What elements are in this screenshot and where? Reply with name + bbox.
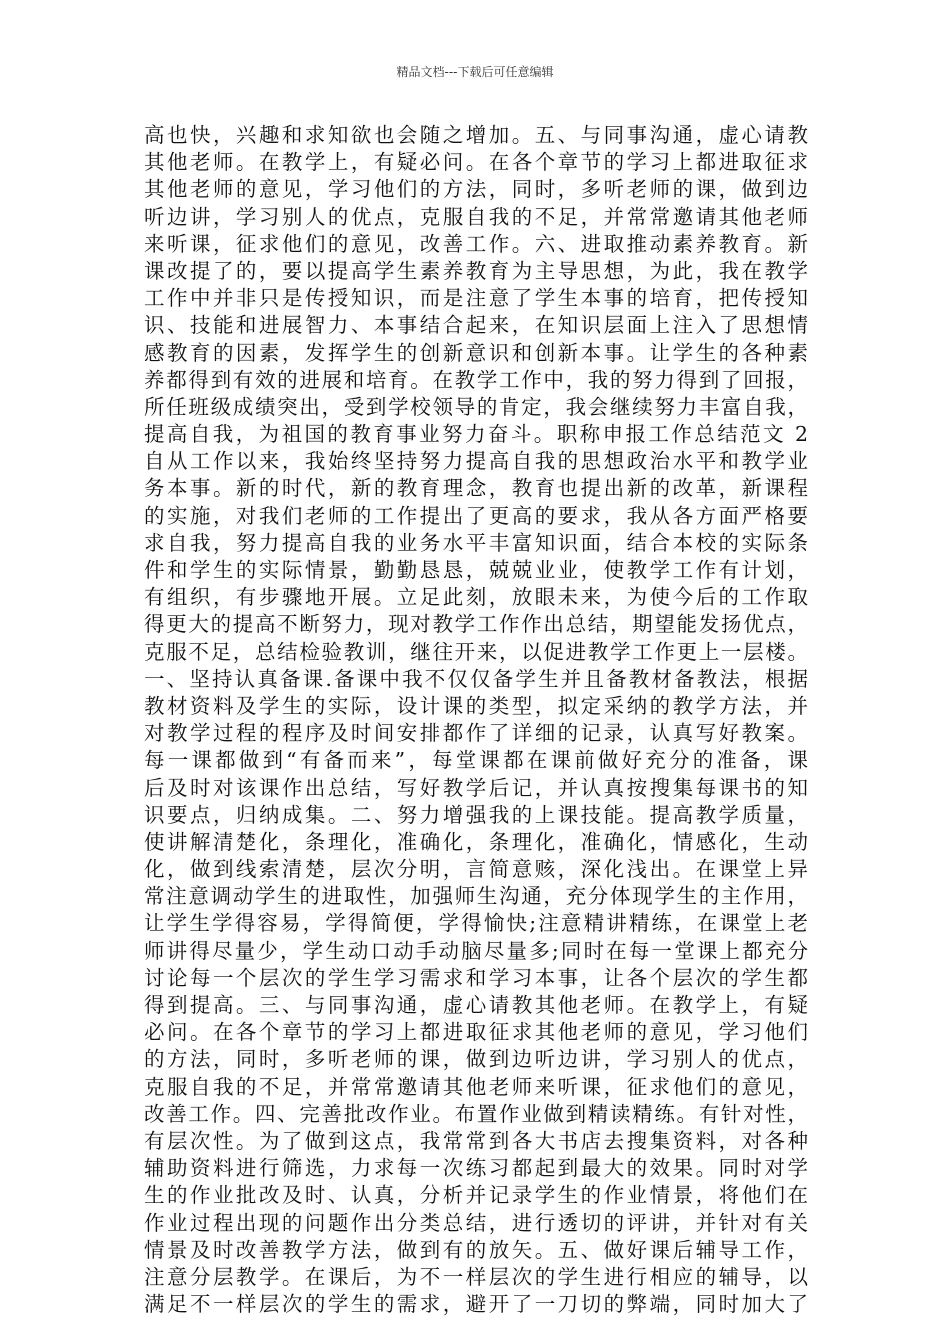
document-line: 的实施，对我们老师的工作提出了更高的要求，我从各方面严格要	[144, 503, 808, 528]
page-header: 精品文档---下载后可任意编辑	[396, 65, 554, 79]
document-line: 件和学生的实际情景，勤勤恳恳，兢兢业业，使教学工作有计划，	[144, 558, 808, 582]
document-line: 自从工作以来，我始终坚持努力提高自我的思想政治水平和教学业	[144, 449, 808, 474]
document-line: 后及时对该课作出总结，写好教学后记，并认真按搜集每课书的知	[144, 775, 808, 800]
document-line: 其他老师。在教学上，有疑必问。在各个章节的学习上都进取征求	[144, 150, 808, 175]
document-line: 情景及时改善教学方法，做到有的放矢。五、做好课后辅导工作，	[144, 1237, 808, 1262]
document-line: 注意分层教学。在课后，为不一样层次的学生进行相应的辅导，以	[144, 1264, 808, 1289]
document-line: 所任班级成绩突出，受到学校领导的肯定，我会继续努力丰富自我，	[144, 394, 808, 419]
document-line: 课改提了的，要以提高学生素养教育为主导思想，为此，我在教学	[144, 258, 808, 283]
document-body	[144, 122, 808, 1318]
document-line: 听边讲，学习别人的优点，克服自我的不足，并常常邀请其他老师	[144, 204, 808, 229]
document-line: 务本事。新的时代，新的教育理念，教育也提出新的改革，新课程	[144, 476, 808, 501]
document-line: 一、坚持认真备课.备课中我不仅仅备学生并且备教材备教法，根据	[144, 666, 808, 691]
document-line: 师讲得尽量少，学生动口动手动脑尽量多;同时在每一堂课上都充分	[144, 938, 808, 963]
document-line: 识要点，归纳成集。二、努力增强我的上课技能。提高教学质量，	[144, 802, 808, 827]
document-line: 感教育的因素，发挥学生的创新意识和创新本事。让学生的各种素	[144, 340, 808, 365]
document-line: 改善工作。四、完善批改作业。布置作业做到精读精练。有针对性，	[144, 1101, 808, 1126]
document-line: 养都得到有效的进展和培育。在教学工作中，我的努力得到了回报，	[144, 367, 808, 392]
document-line: 化，做到线索清楚，层次分明，言简意赅，深化浅出。在课堂上异	[144, 857, 808, 882]
document-line: 教材资料及学生的实际，设计课的类型，拟定采纳的教学方法，并	[144, 693, 808, 718]
document-line: 得到提高。三、与同事沟通，虚心请教其他老师。在教学上，有疑	[144, 993, 808, 1017]
document-line: 的方法，同时，多听老师的课，做到边听边讲，学习别人的优点，	[144, 1047, 808, 1072]
document-line: 其他老师的意见，学习他们的方法，同时，多听老师的课，做到边	[144, 177, 808, 202]
document-line: 克服不足，总结检验教训，继往开来，以促进教学工作更上一层楼。	[144, 639, 808, 664]
document-line: 对教学过程的程序及时间安排都作了详细的记录，认真写好教案。	[144, 721, 808, 746]
document-line: 克服自我的不足，并常常邀请其他老师来听课，征求他们的意见，	[144, 1074, 808, 1099]
document-line: 让学生学得容易，学得简便，学得愉快;注意精讲精练，在课堂上老	[144, 911, 808, 936]
document-line: 每一课都做到“有备而来”，每堂课都在课前做好充分的准备，课	[144, 748, 808, 773]
document-line: 辅助资料进行筛选，力求每一次练习都起到最大的效果。同时对学	[144, 1156, 808, 1181]
document-line: 高也快，兴趣和求知欲也会随之增加。五、与同事沟通，虚心请教	[144, 123, 808, 147]
document-line: 必问。在各个章节的学习上都进取征求其他老师的意见，学习他们	[144, 1020, 808, 1045]
document-line: 工作中并非只是传授知识，而是注意了学生本事的培育，把传授知	[144, 286, 808, 311]
document-line: 求自我，努力提高自我的业务水平丰富知识面，结合本校的实际条	[144, 530, 808, 555]
document-line: 常注意调动学生的进取性，加强师生沟通，充分体现学生的主作用，	[144, 884, 808, 909]
document-line: 识、技能和进展智力、本事结合起来，在知识层面上注入了思想情	[144, 313, 808, 338]
document-line: 满足不一样层次的学生的需求，避开了一刀切的弊端，同时加大了	[144, 1292, 808, 1317]
document-line: 提高自我，为祖国的教育事业努力奋斗。职称申报工作总结范文 2	[144, 422, 808, 447]
document-line: 有层次性。为了做到这点，我常常到各大书店去搜集资料，对各种	[144, 1128, 808, 1153]
document-line: 作业过程出现的问题作出分类总结，进行透切的评讲，并针对有关	[144, 1210, 808, 1235]
document-line: 使讲解清楚化，条理化，准确化，条理化，准确化，情感化，生动	[144, 829, 808, 854]
document-line: 来听课，征求他们的意见，改善工作。六、进取推动素养教育。新	[144, 231, 808, 256]
document-line: 生的作业批改及时、认真，分析并记录学生的作业情景，将他们在	[144, 1183, 808, 1208]
document-line: 讨论每一个层次的学生学习需求和学习本事，让各个层次的学生都	[144, 965, 808, 990]
document-line: 有组织，有步骤地开展。立足此刻，放眼未来，为使今后的工作取	[144, 585, 808, 610]
document-line: 得更大的提高不断努力，现对教学工作作出总结，期望能发扬优点，	[144, 612, 808, 637]
